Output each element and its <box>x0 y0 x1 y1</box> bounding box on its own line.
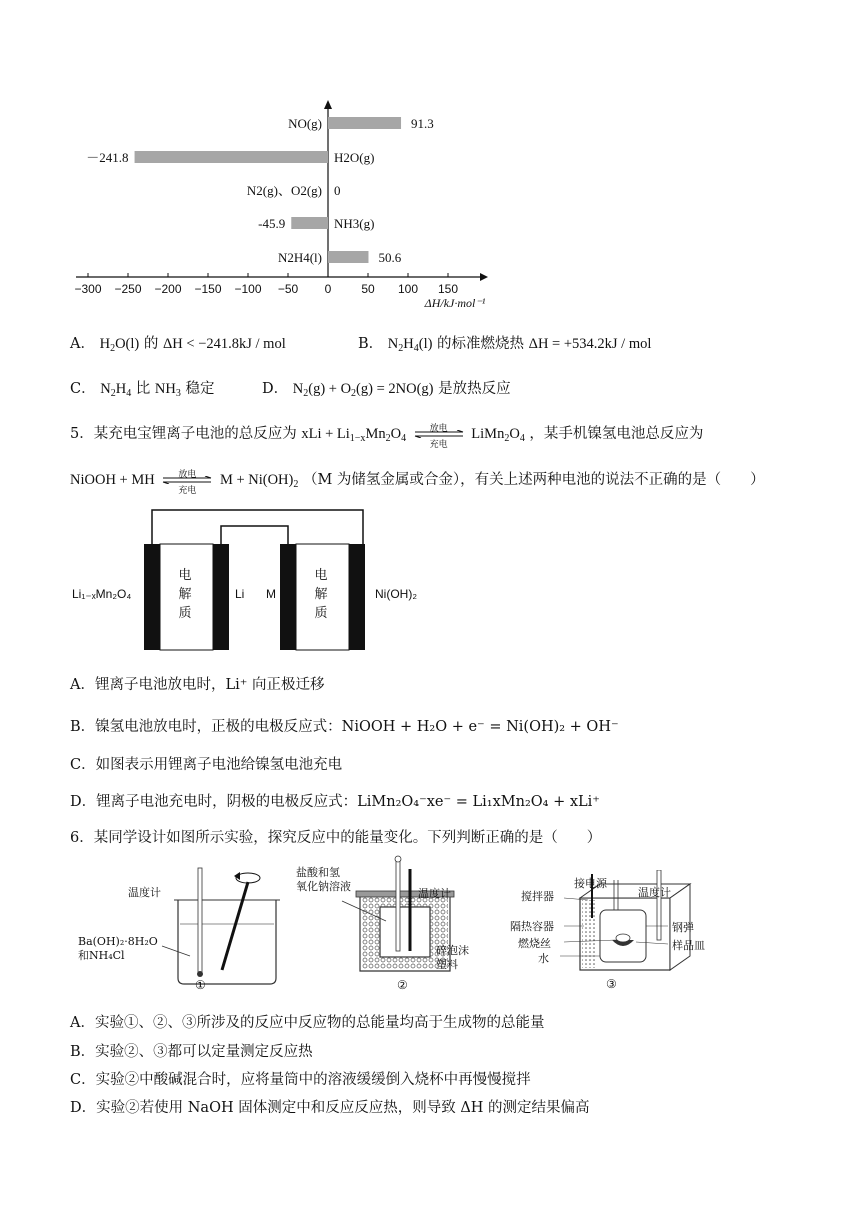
fig2-number: ② <box>397 978 408 992</box>
x-tick-label: −50 <box>277 282 299 296</box>
x-tick-label: −300 <box>74 282 102 296</box>
fig1-thermometer-label: 温度计 <box>128 886 161 899</box>
bar <box>328 117 401 129</box>
q6-option-a: A．实验①、②、③所涉及的反应中反应物的总能量均高于生成物的总能量 <box>70 1015 545 1031</box>
q5-option-c: C．如图表示用锂离子电池给镍氢电池充电 <box>70 757 343 773</box>
y-axis-arrow <box>324 100 332 109</box>
q5-option-a: A．锂离子电池放电时，Li⁺ 向正极迁移 <box>70 677 325 693</box>
q6-stem: 6．某同学设计如图所示实验，探究反应中的能量变化。下列判断正确的是（ ） <box>70 830 602 846</box>
label-li: Li <box>235 587 245 601</box>
label-li1-x-mn2o4: Li₁₋ₓMn₂O₄ <box>72 587 132 601</box>
fig3-water-label: 水 <box>538 952 549 965</box>
x-tick-label: −200 <box>154 282 182 296</box>
q5-stem-line1: 5．某充电宝锂离子电池的总反应为 xLi + $Li_{1-x}Mn_2O_4$ 放电 充电 $LiMn_2O_4$ ，某手机镍氢电池总反应为 <box>70 424 704 450</box>
value-label: 50.6 <box>378 250 402 265</box>
fig2-reagent-label: 盐酸和氢 氧化钠溶液 <box>296 866 351 893</box>
category-label: NH3(g) <box>334 216 375 231</box>
bar <box>328 251 368 263</box>
fig1-number: ① <box>195 978 206 992</box>
reversible-arrow-icon: 放电 充电 <box>413 424 465 444</box>
fig3-number: ③ <box>606 977 617 991</box>
battery-diagram <box>68 500 448 660</box>
x-tick-label: 150 <box>437 282 459 296</box>
fig2-foam-label: 碎泡沫 塑料 <box>436 944 469 971</box>
fig2-thermometer-label: 温度计 <box>418 887 451 900</box>
q5-option-d: D．锂离子电池充电时，阴极的电极反应式：LiMn₂O₄⁻xe⁻ = Li₁xMn₂O₄ + xLi⁺ <box>70 794 600 810</box>
fig3-power-label: 接电源 <box>574 877 607 890</box>
q4-option-b: B． $N_2H_4(l)$ 的标准燃烧热 ΔH = +534.2kJ / mol <box>358 336 652 354</box>
experiment-1-figure <box>70 860 290 995</box>
x-tick-label: 0 <box>324 282 332 296</box>
x-axis-arrow <box>480 273 488 281</box>
bar <box>291 217 328 229</box>
q4-option-c: C． $N_2H_4$ 比 $NH_3$ 稳定 <box>70 381 215 399</box>
fig3-stirrer-label: 搅拌器 <box>521 890 554 903</box>
value-label: -45.9 <box>258 216 286 231</box>
electrolyte-2-label: 电 解 质 <box>314 568 328 621</box>
fig3-wire-label: 燃烧丝 <box>518 937 551 950</box>
x-tick-label: −250 <box>114 282 142 296</box>
label-m: M <box>266 587 276 601</box>
category-label: H2O(g) <box>334 150 375 165</box>
x-axis-label: ΔH/kJ·mol⁻¹ <box>424 296 486 310</box>
q6-option-b: B．实验②、③都可以定量测定反应热 <box>70 1044 313 1060</box>
x-tick-label: −100 <box>234 282 262 296</box>
fig3-bomb-label: 钢弹 <box>672 921 694 934</box>
category-label: NO(g) <box>288 116 322 131</box>
q5-option-b: B．镍氢电池放电时，正极的电极反应式：NiOOH + H₂O + e⁻ = Ni(OH)₂ + OH⁻ <box>70 719 619 735</box>
value-label: 91.3 <box>411 116 434 131</box>
enthalpy-bar-chart <box>60 95 520 315</box>
q4-option-a: A． $H_2O(l)$ 的 ΔH < −241.8kJ / mol <box>70 336 286 354</box>
x-tick-label: 100 <box>397 282 419 296</box>
x-tick-label: −150 <box>194 282 222 296</box>
q6-option-d: D．实验②若使用 NaOH 固体测定中和反应反应热，则导致 ΔH 的测定结果偏高 <box>70 1100 590 1116</box>
bar <box>135 151 328 163</box>
electrolyte-1-label: 电 解 质 <box>178 568 192 621</box>
value-label: 0 <box>334 183 341 198</box>
fig1-reagent-label: Ba(OH)₂·8H₂O 和NH₄Cl <box>78 935 158 962</box>
fig3-insulated-label: 隔热容器 <box>510 920 554 933</box>
category-label: N2H4(l) <box>277 250 322 265</box>
category-label: N2(g)、O2(g) <box>246 183 322 198</box>
q4-option-d: D． $N_2(g) + O_2(g) = 2NO(g)$ 是放热反应 <box>262 381 511 399</box>
q5-stem-line2: NiOOH + MH 放电 充电 $M + Ni(OH)_2$ （M 为储氢金属或合金），有关上述两种电池的说法不正确的是（ ） <box>70 470 765 496</box>
fig3-thermometer-label: 温度计 <box>638 886 671 899</box>
label-ni-oh-2: Ni(OH)₂ <box>375 587 417 601</box>
fig3-dish-label: 样品皿 <box>672 939 705 952</box>
q6-option-c: C．实验②中酸碱混合时，应将量筒中的溶液缓缓倒入烧杯中再慢慢搅拌 <box>70 1072 531 1088</box>
value-label: －241.8 <box>86 150 129 165</box>
reversible-arrow-icon: 放电 充电 <box>161 470 213 490</box>
x-tick-label: 50 <box>361 282 375 296</box>
